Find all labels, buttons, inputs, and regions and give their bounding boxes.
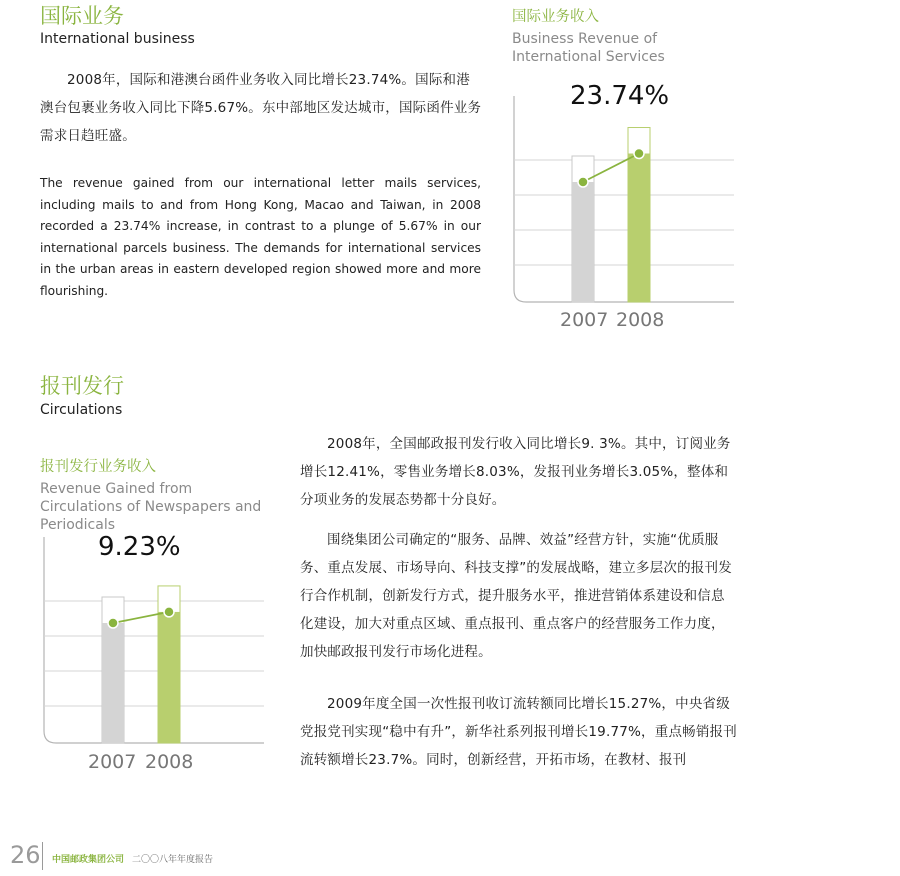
section-heading-en: Circulations (40, 402, 123, 418)
bar-2008 (628, 154, 650, 302)
data-point-2008 (164, 607, 174, 617)
section-heading-en: International business (40, 31, 195, 47)
bar-2007 (102, 623, 124, 743)
circulations-paragraph-1: 2008年，全国邮政报刊发行收入同比增长9. 3%。其中，订阅业务增长12.41%，零售业务增长8.03%，发报刊业务增长3.05%，整体和分项业务的发展态势都十分良好。 (300, 436, 731, 508)
footer-company-name: 中国邮政集团公司 (52, 855, 125, 865)
section-heading-cn: 国际业务 (40, 4, 124, 28)
international-paragraph-cn: 2008年，国际和港澳台函件业务收入同比增长23.74%。国际和港澳台包裹业务收入同比下降5.67%。东中部地区发达城市，国际函件业务需求日趋旺盛。 (40, 72, 482, 144)
bar-2007 (572, 182, 594, 302)
chart-title-cn: 国际业务收入 (512, 9, 599, 25)
circulations-paragraph-2: 围绕集团公司确定的“服务、品牌、效益”经营方针，实施“优质服务、重点发展、市场导向、科技支撑”的发展战略，建立多层次的报刊发行合作机制，创新发行方式，提升服务水平，推进营销体系建设和信息化建设，加大对重点区域、重点报刊、重点客户的经营服务工作力度，加快邮政报刊发行市场化进程。 (300, 532, 732, 660)
chart-axis (44, 537, 264, 743)
year-label-2007: 2007 (560, 309, 609, 331)
year-label-2008: 2008 (145, 751, 194, 773)
data-point-2007 (578, 177, 588, 187)
footer-divider (42, 842, 43, 870)
chart-axis (514, 96, 734, 302)
growth-percent-label: 9.23% (98, 532, 181, 562)
international-paragraph-en: The revenue gained from our international letter mails services, including mails to and from Hong Kong, Macao and Taiwan, in 2008 recorded a 23.74% increase, in contrast to a plunge of 5.67% in our international parcels business. The demands for international services in the urban areas in eastern developed region showed more and more flourishing. (40, 176, 481, 298)
data-point-2008 (634, 149, 644, 159)
chart-title-en: Revenue Gained from Circulations of Newspapers and Periodicals (40, 481, 262, 533)
international-revenue-chart (512, 96, 737, 306)
chart-title-cn: 报刊发行业务收入 (40, 459, 156, 475)
year-label-2008: 2008 (616, 309, 665, 331)
bar-2008 (158, 612, 180, 743)
data-point-2007 (108, 618, 118, 628)
chart-title-en: Business Revenue of International Services (512, 31, 665, 65)
year-label-2007: 2007 (88, 751, 137, 773)
circulations-paragraph-3: 2009年度全国一次性报刊收订流转额同比增长15.27%，中央省级党报党刊实现“稳中有升”，新华社系列报刊增长19.77%，重点畅销报刊流转额增长23.7%。同时，创新经营，开拓市场，在教材、报刊 (300, 696, 737, 768)
page-number: 26 (10, 841, 41, 869)
footer-report-title: 二〇〇八年年度报告 (132, 855, 214, 865)
section-heading-cn: 报刊发行 (40, 374, 124, 398)
growth-percent-label: 23.74% (570, 81, 670, 111)
circulation-revenue-chart (42, 537, 267, 747)
